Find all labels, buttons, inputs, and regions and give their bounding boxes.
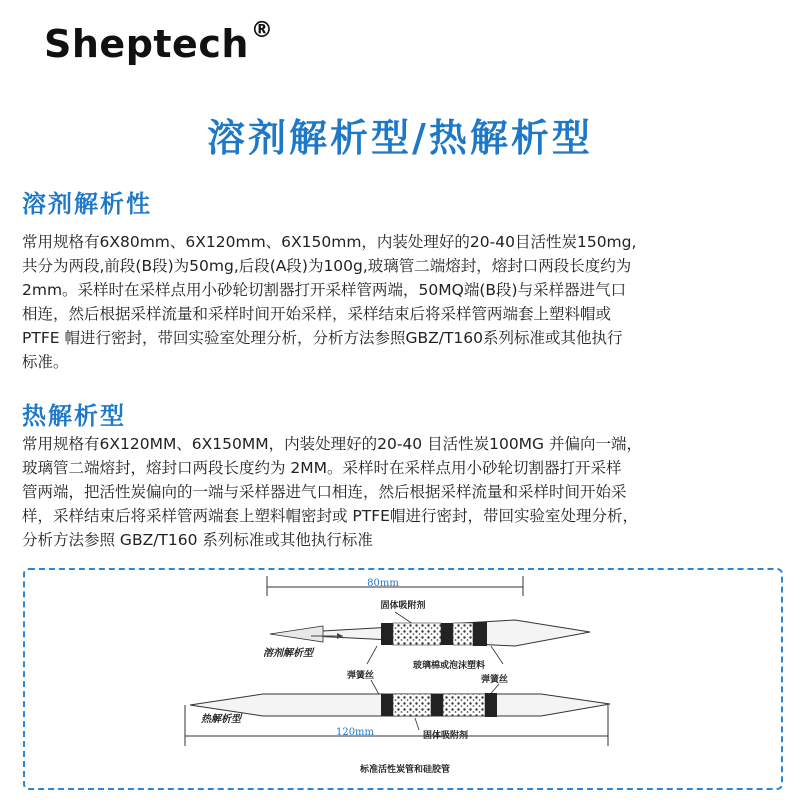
section-heading-solvent: 溶剂解析性 bbox=[22, 190, 152, 218]
glass-wool-label: 玻璃棉或泡沫塑料 bbox=[412, 661, 486, 671]
section-body-thermal bbox=[22, 432, 782, 552]
diagram-caption: 标准活性炭管和硅胶管 bbox=[359, 765, 451, 775]
solid-sorbent-label-top: 固体吸附剂 bbox=[380, 601, 426, 611]
registered-mark: ® bbox=[250, 18, 274, 44]
body-line: 标准。 bbox=[22, 353, 69, 371]
body-line: 共分为两段,前段(B段)为50mg,后段(A段)为100g,玻璃管二端熔封，熔封口两段长度约为 bbox=[22, 257, 632, 275]
bottom-length-label: 120mm bbox=[335, 727, 375, 738]
body-line: 常用规格有6X120MM、6X150MM，内装处理好的20-40 目活性炭100MG 并偏向一端， bbox=[22, 435, 642, 453]
top-sorbent-tube bbox=[270, 620, 590, 646]
body-line: 管两端，把活性炭偏向的一端与采样器进气口相连，然后根据采样流量和采样时间开始采 bbox=[22, 483, 627, 501]
bottom-sorbent-tube bbox=[185, 693, 610, 746]
body-line: 常用规格有6X80mm、6X120mm、6X150mm，内装处理好的20-40目活性炭150mg, bbox=[22, 233, 637, 251]
body-line: 样，采样结束后将采样管两端套上塑料帽密封或 PTFE帽进行密封，带回实验室处理分析， bbox=[22, 507, 638, 525]
spring-label-right: 弹簧丝 bbox=[481, 675, 509, 685]
diagram-frame bbox=[23, 568, 783, 790]
body-line: 2mm。采样时在采样点用小砂轮切割器打开采样管两端，50MQ端(B段)与采样器进气口 bbox=[22, 281, 627, 299]
top-length-label: 80mm bbox=[367, 578, 399, 589]
solid-sorbent-label-bottom: 固体吸附剂 bbox=[423, 731, 469, 741]
brand-logo bbox=[44, 18, 274, 66]
body-line: PTFE 帽进行密封，带回实验室处理分析，分析方法参照GBZ/T160系列标准或其他执行 bbox=[22, 329, 623, 347]
top-tube-label: 溶剂解析型 bbox=[263, 648, 313, 659]
body-line: 玻璃管二端熔封，熔封口两段长度约为 2MM。采样时在采样点用小砂轮切割器打开采样 bbox=[22, 459, 622, 477]
leader-line bbox=[415, 718, 419, 730]
leader-line bbox=[367, 646, 377, 664]
spring-label-left: 弹簧丝 bbox=[347, 671, 375, 681]
page-title: 溶剂解析型/热解析型 bbox=[207, 116, 593, 160]
bottom-tube-label: 热解析型 bbox=[201, 714, 241, 725]
sorbent-tube-diagram bbox=[25, 570, 781, 788]
section-heading-thermal: 热解析型 bbox=[22, 402, 126, 430]
brand-name: Sheptech bbox=[44, 22, 249, 66]
body-line: 相连，然后根据采样流量和采样时间开始采样，采样结束后将采样管两端套上塑料帽或 bbox=[22, 305, 612, 323]
leader-line bbox=[491, 646, 503, 664]
body-line: 分析方法参照 GBZ/T160 系列标准或其他执行标准 bbox=[22, 531, 373, 549]
section-body-solvent bbox=[22, 230, 782, 374]
